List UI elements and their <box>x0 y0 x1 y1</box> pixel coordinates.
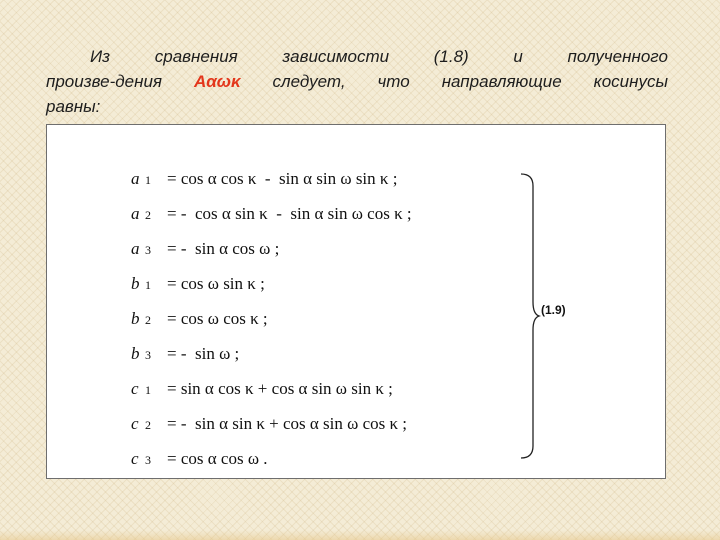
equation-index: 1 <box>145 278 151 292</box>
equation-index: 2 <box>145 418 151 432</box>
formula-box <box>46 124 666 479</box>
equation-rhs: = cos α cos κ - sin α sin ω sin κ ; <box>167 169 398 188</box>
equation-rhs: = - sin α sin κ + cos α sin ω cos κ ; <box>167 414 408 433</box>
equation-variable: b <box>131 309 140 328</box>
equation-number: (1.9) <box>541 303 566 317</box>
equation-variable: c <box>131 414 139 433</box>
intro-line-3: равны: <box>46 97 101 116</box>
equation-variable: c <box>131 379 139 398</box>
equation-variable: b <box>131 344 140 363</box>
equation-index: 3 <box>145 453 151 467</box>
intro-word: следует, <box>272 72 346 91</box>
equation-variable: c <box>131 449 139 468</box>
equation-rhs: = sin α cos κ + cos α sin ω sin κ ; <box>167 379 393 398</box>
intro-word: произве-дения <box>46 72 162 91</box>
intro-word: Из <box>90 47 111 66</box>
equation-b2 <box>131 309 268 339</box>
intro-word: и <box>513 47 523 66</box>
equation-index: 1 <box>145 383 151 397</box>
equation-b1 <box>131 274 265 304</box>
equation-index: 3 <box>145 348 151 362</box>
intro-word: что <box>377 72 410 91</box>
equation-c2 <box>131 414 407 444</box>
equation-rhs: = cos ω cos κ ; <box>167 309 268 328</box>
intro-word: (1.8) <box>433 47 469 66</box>
equation-a1 <box>131 169 397 199</box>
intro-line-1 <box>90 44 668 69</box>
equation-rhs: = cos ω sin κ ; <box>167 274 265 293</box>
equation-variable: a <box>131 169 140 188</box>
equation-index: 1 <box>145 173 151 187</box>
equation-variable: a <box>131 239 140 258</box>
equation-rhs: = - sin ω ; <box>167 344 240 363</box>
intro-paragraph <box>46 44 668 119</box>
equation-b3 <box>131 344 239 374</box>
highlighted-term: Aαωκ <box>193 72 241 91</box>
equation-rhs: = cos α cos ω . <box>167 449 268 468</box>
equation-rhs: = - sin α cos ω ; <box>167 239 280 258</box>
equation-c3 <box>131 449 268 479</box>
slide-bottom-edge <box>0 530 720 540</box>
equation-index: 2 <box>145 208 151 222</box>
equation-a3 <box>131 239 279 269</box>
equation-a2 <box>131 204 412 234</box>
intro-line-2 <box>46 69 668 94</box>
intro-word: сравнения <box>154 47 238 66</box>
equation-variable: a <box>131 204 140 223</box>
equation-rhs: = - cos α sin κ - sin α sin ω cos κ ; <box>167 204 412 223</box>
equation-index: 2 <box>145 313 151 327</box>
right-brace <box>519 172 541 460</box>
intro-word: направляющие <box>441 72 562 91</box>
intro-word: косинусы <box>593 72 668 91</box>
intro-word: зависимости <box>282 47 390 66</box>
equation-variable: b <box>131 274 140 293</box>
intro-word: полученного <box>567 47 668 66</box>
equation-index: 3 <box>145 243 151 257</box>
equation-c1 <box>131 379 393 409</box>
